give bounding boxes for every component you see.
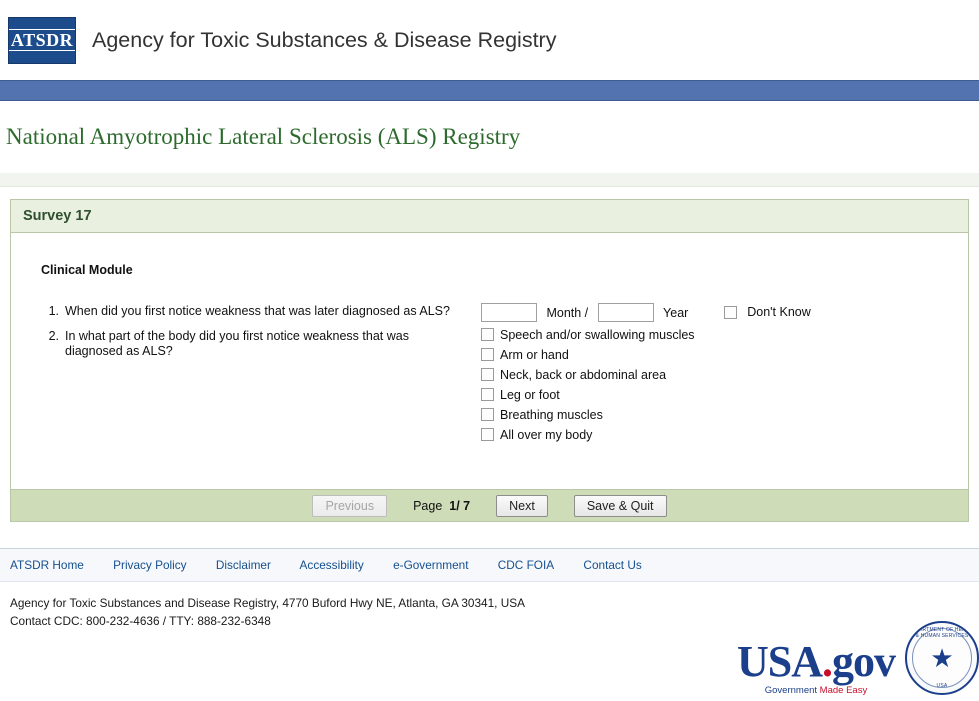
survey-navigation-bar (11, 489, 968, 521)
option-checkbox[interactable] (481, 428, 494, 441)
question-1-text: When did you first notice weakness that was later diagnosed as ALS? (65, 304, 450, 318)
question-2-answer (459, 328, 695, 448)
header-blue-band (0, 80, 979, 101)
usagov-gov-text: gov (832, 636, 895, 686)
survey-panel (10, 199, 969, 522)
option-label: Speech and/or swallowing muscles (500, 328, 695, 342)
question-2-number: 2. (48, 329, 59, 343)
dont-know-checkbox-wrap[interactable] (724, 304, 816, 322)
option-label: Breathing muscles (500, 408, 603, 422)
page-separator: / (456, 498, 460, 513)
option-neck-back-abdominal[interactable] (481, 368, 695, 382)
month-label: Month / (546, 305, 589, 320)
usagov-logo-icon[interactable] (736, 636, 899, 696)
page-title: National Amyotrophic Lateral Sclerosis (ALS) Registry (6, 124, 521, 149)
page-indicator (413, 499, 470, 513)
seal-bottom-text: USA (936, 683, 948, 689)
option-all-over-body[interactable] (481, 428, 695, 442)
option-checkbox[interactable] (481, 368, 494, 381)
page-total: 7 (463, 498, 471, 513)
usagov-dot: . (822, 636, 832, 686)
option-checkbox[interactable] (481, 348, 494, 361)
option-label: Leg or foot (500, 388, 560, 402)
option-label: Neck, back or abdominal area (500, 368, 667, 382)
question-2-text: In what part of the body did you first notice weakness that was diagnosed as ALS? (65, 329, 409, 358)
footer-address: Agency for Toxic Substances and Disease Registry, 4770 Buford Hwy NE, Atlanta, GA 30341, USA (10, 596, 525, 610)
year-label: Year (663, 305, 689, 320)
dont-know-label: Don't Know (747, 305, 811, 320)
atsdr-logo-text: ATSDR (10, 30, 74, 50)
eagle-icon: ★ (930, 643, 954, 673)
footer-contact: Contact CDC: 800-232-4636 / TTY: 888-232-6348 (10, 614, 271, 628)
footer-links (0, 549, 979, 582)
page-current: 1 (449, 498, 457, 513)
footer-link-disclaimer[interactable]: Disclaimer (215, 558, 271, 572)
footer-logos (737, 621, 979, 695)
dont-know-checkbox[interactable] (724, 306, 737, 319)
hhs-seal-icon (905, 621, 979, 695)
module-title: Clinical Module (41, 263, 133, 277)
option-leg-foot[interactable] (481, 388, 695, 402)
footer-link-contact-us[interactable]: Contact Us (583, 558, 642, 572)
onset-year-input[interactable] (598, 303, 654, 322)
usagov-usa-text: USA (736, 636, 822, 686)
question-1-answer (459, 303, 816, 322)
site-title-band (0, 101, 979, 173)
option-breathing-muscles[interactable] (481, 408, 695, 422)
save-and-quit-button[interactable]: Save & Quit (574, 495, 667, 517)
agency-title: Agency for Toxic Substances & Disease Registry (92, 27, 557, 52)
footer-link-privacy-policy[interactable]: Privacy Policy (113, 558, 187, 572)
option-arm-hand[interactable] (481, 348, 695, 362)
option-label: Arm or hand (500, 348, 569, 362)
previous-button[interactable]: Previous (312, 495, 387, 517)
footer-link-e-government[interactable]: e-Government (393, 558, 469, 572)
usagov-tagline-left: Government (764, 684, 818, 696)
next-button[interactable]: Next (496, 495, 548, 517)
option-label: All over my body (500, 428, 593, 442)
question-1-number: 1. (48, 304, 59, 318)
option-checkbox[interactable] (481, 388, 494, 401)
question-2-row (41, 328, 938, 448)
onset-month-input[interactable] (481, 303, 537, 322)
survey-panel-body (11, 233, 968, 473)
seal-top-text: DEPARTMENT OF HEALTH & HUMAN SERVICES (908, 627, 976, 639)
option-checkbox[interactable] (481, 328, 494, 341)
option-speech-swallowing[interactable] (481, 328, 695, 342)
option-checkbox[interactable] (481, 408, 494, 421)
footer-link-atsdr-home[interactable]: ATSDR Home (10, 558, 84, 572)
page-word: Page (413, 498, 443, 513)
footer-link-cdc-foia[interactable]: CDC FOIA (497, 558, 555, 572)
footer-link-accessibility[interactable]: Accessibility (299, 558, 364, 572)
title-divider (0, 173, 979, 187)
survey-panel-title: Survey 17 (11, 200, 968, 233)
site-masthead (0, 0, 979, 80)
question-1-row (41, 303, 938, 322)
usagov-tagline-right: Made Easy (819, 684, 868, 696)
atsdr-logo-icon[interactable] (8, 17, 76, 64)
